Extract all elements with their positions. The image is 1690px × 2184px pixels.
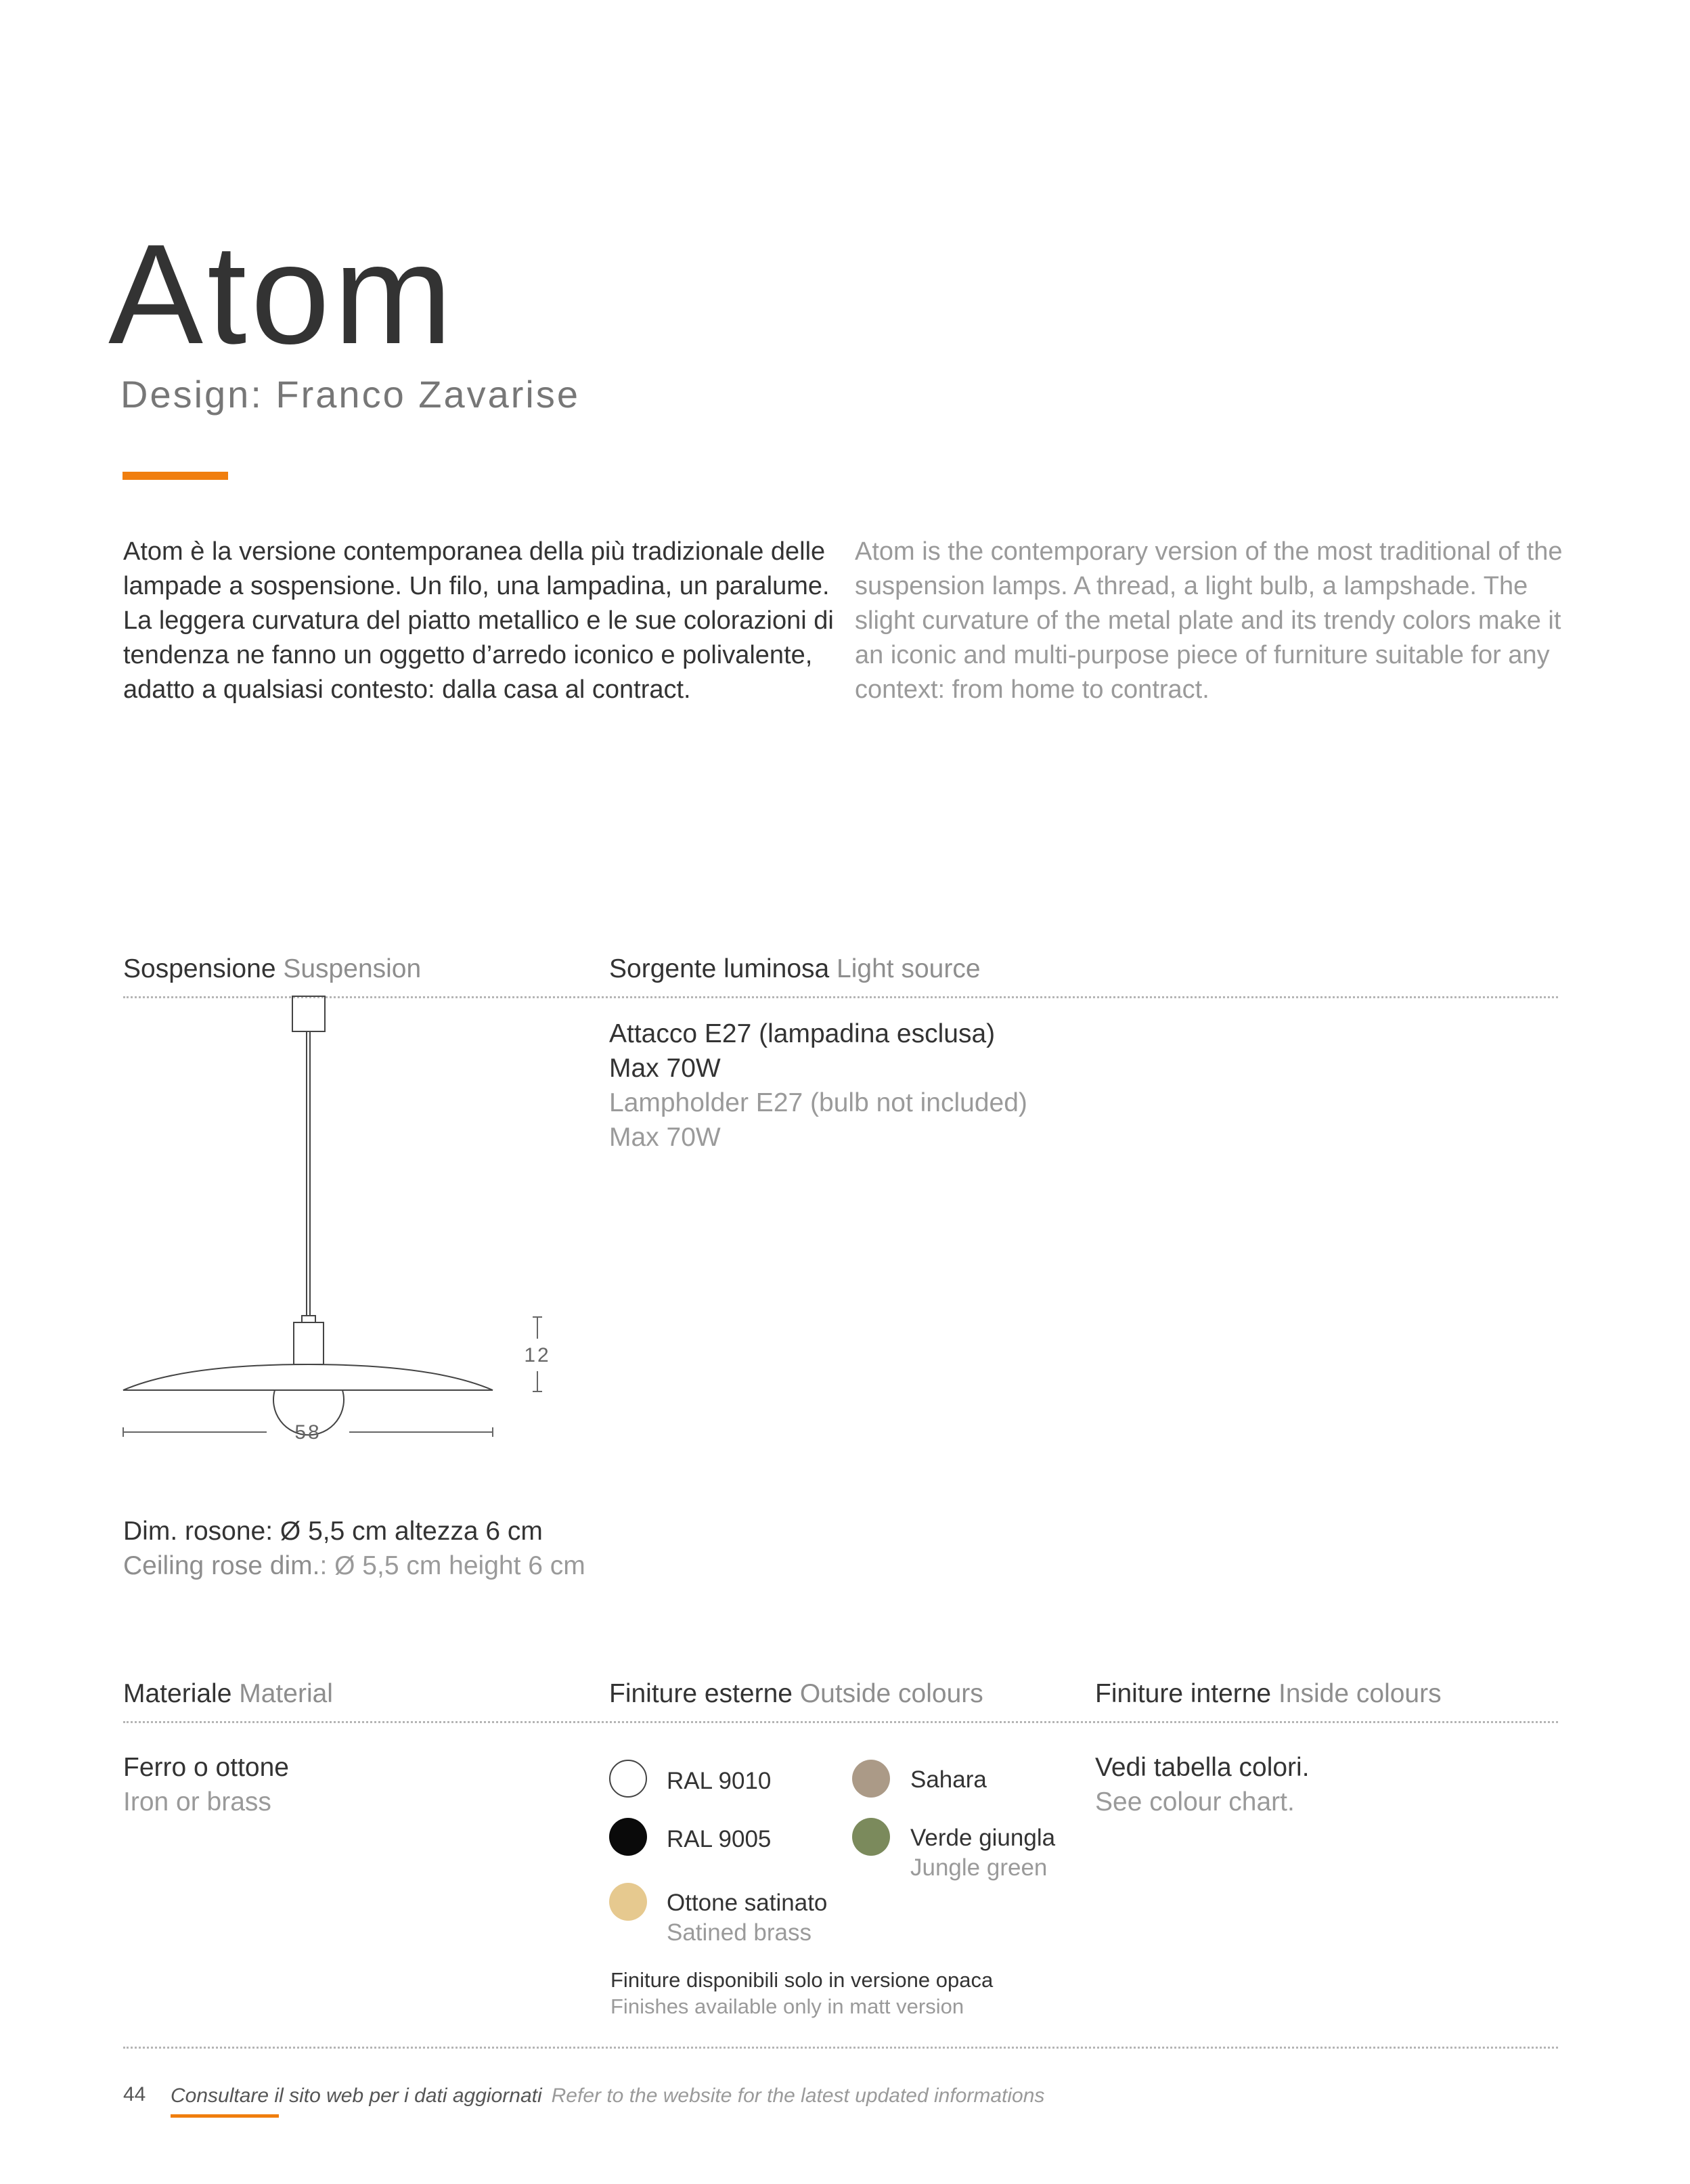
accent-divider (123, 472, 228, 480)
ceiling-rose-label-it: Dim. rosone (123, 1517, 266, 1546)
inside-colours-heading (1095, 1680, 1442, 1707)
intro-italian: Atom è la versione contemporanea della più tradizionale delle lampade a sospensione. Un filo, una lampadina, un paralume. La leggera curvatura del piatto metallico e le sue colorazioni di tendenza ne fanno un oggetto d’arredo iconico e polivalente, adatto a qualsiasi contesto: dalla casa al contract. (123, 537, 834, 704)
ceiling-rose-shape (292, 996, 325, 1031)
swatch-ral-9010 (609, 1760, 647, 1798)
suspension-heading-it: Sospensione (123, 954, 276, 983)
footer-accent-bar (171, 2114, 279, 2118)
light-source-heading-it: Sorgente luminosa (609, 954, 830, 983)
material-value-it: Ferro o ottone (123, 1753, 289, 1782)
light-source-heading (609, 956, 981, 982)
outside-colours-heading-it: Finiture esterne (609, 1679, 793, 1708)
cable-collar-shape (302, 1316, 315, 1322)
swatch-label-ral-9005: RAL 9005 (667, 1826, 772, 1852)
product-title: Atom (108, 215, 457, 374)
designer-credit: Design: Franco Zavarise (120, 373, 581, 416)
finishes-note-it: Finiture disponibili solo in versione opaca (610, 1968, 994, 1992)
lamp-socket-shape (294, 1322, 324, 1364)
suspension-technical-drawing (115, 995, 562, 1489)
lampshade-shape (123, 1364, 493, 1390)
ceiling-rose-dim-it (123, 1514, 543, 1548)
ceiling-rose-dim-en (123, 1548, 585, 1583)
inside-colours-value-it: Vedi tabella colori. (1095, 1753, 1310, 1782)
ceiling-rose-value-en: : Ø 5,5 cm height 6 cm (319, 1551, 585, 1580)
ceiling-rose-label-en: Ceiling rose dim. (123, 1551, 320, 1580)
footer-note-en: Refer to the website for the latest updated informations (551, 2085, 1045, 2107)
swatch-ottone-satinato (609, 1883, 647, 1921)
intro-english: Atom is the contemporary version of the most traditional of the suspension lamps. A thread, a light bulb, a lampshade. The slight curvature of the metal plate and its trendy colors make it an iconic and multi-purpose piece of furniture suitable for any context: from home to contract. (855, 537, 1563, 704)
light-source-line2-it: Max 70W (609, 1054, 721, 1083)
footer-note-it: Consultare il sito web per i dati aggiornati (171, 2085, 542, 2107)
inside-colours-value-en: See colour chart. (1095, 1787, 1295, 1817)
height-dimension-label: 12 (524, 1344, 551, 1366)
swatch-ral-9005 (609, 1818, 647, 1856)
swatch-sublabel-satined-brass: Satined brass (667, 1919, 812, 1946)
swatch-label-verde-giungla: Verde giungla (910, 1825, 1056, 1851)
light-source-line1-it: Attacco E27 (lampadina esclusa) (609, 1019, 996, 1048)
light-source-line1-en: Lampholder E27 (bulb not included) (609, 1088, 1027, 1117)
material-heading-en: Material (239, 1679, 333, 1708)
light-source-heading-en: Light source (837, 954, 981, 983)
swatch-sublabel-jungle-green: Jungle green (910, 1854, 1048, 1881)
material-value-en: Iron or brass (123, 1787, 271, 1817)
swatch-label-sahara: Sahara (910, 1766, 987, 1793)
section-divider-bottom (123, 2047, 1558, 2049)
swatch-verde-giungla (852, 1818, 890, 1856)
suspension-heading (123, 956, 421, 982)
material-heading (123, 1680, 333, 1707)
section-divider-middle (123, 1721, 1558, 1723)
swatch-label-ottone-satinato: Ottone satinato (667, 1890, 828, 1916)
page-number: 44 (123, 2083, 146, 2105)
footer-note (171, 2085, 1044, 2108)
material-heading-it: Materiale (123, 1679, 232, 1708)
swatch-label-ral-9010: RAL 9010 (667, 1768, 772, 1794)
swatch-sahara (852, 1760, 890, 1798)
light-source-line2-en: Max 70W (609, 1123, 721, 1152)
inside-colours-heading-it: Finiture interne (1095, 1679, 1272, 1708)
width-dimension-label: 58 (294, 1421, 321, 1444)
inside-colours-heading-en: Inside colours (1278, 1679, 1442, 1708)
ceiling-rose-value-it: : Ø 5,5 cm altezza 6 cm (265, 1517, 543, 1546)
suspension-heading-en: Suspension (283, 954, 422, 983)
outside-colours-heading (609, 1680, 983, 1707)
finishes-note-en: Finishes available only in matt version (610, 1994, 964, 2018)
outside-colours-heading-en: Outside colours (799, 1679, 983, 1708)
